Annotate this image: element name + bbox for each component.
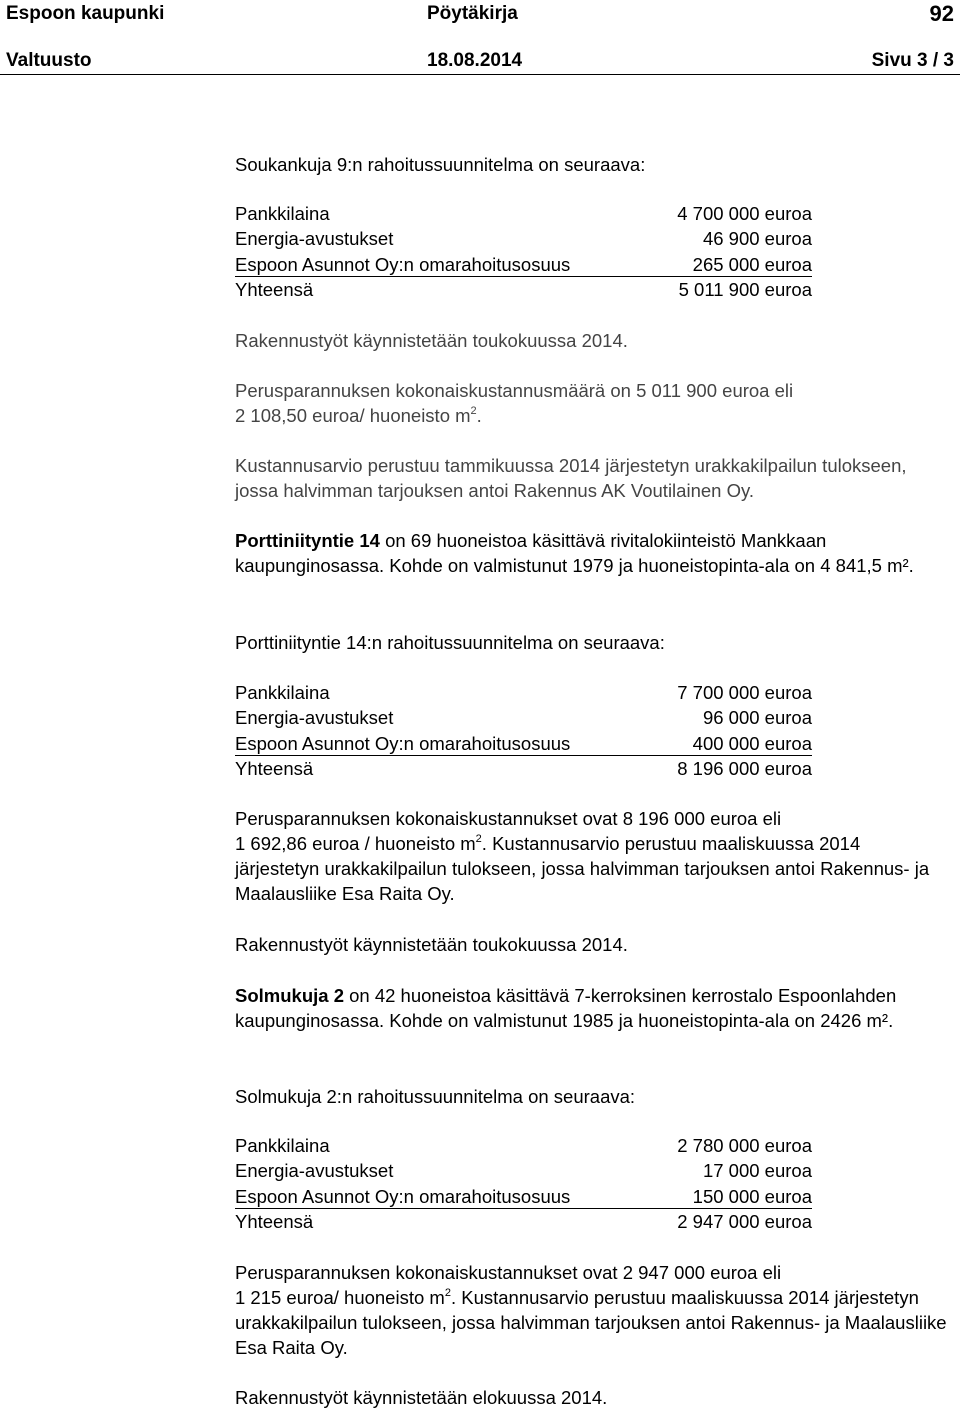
finance-row: Espoon Asunnot Oy:n omarahoitusosuus 400 000 euroa <box>235 731 812 756</box>
solmukuja-cost: Perusparannuksen kokonaiskustannukset ovat 2 947 000 euroa eli 1 215 euroa/ huoneisto $m^2$. Kustannusarvio perustuu maaliskuussa 2014 järjestetyn urakkakilpailun tulokseen, jossa halvimman tarjouksen antoi Rakennus- ja Maalausliike Esa Raita Oy. <box>235 1262 947 1358</box>
body-name: Valtuusto <box>6 50 92 71</box>
solmukuja-desc: Solmukuja 2 on 42 huoneistoa käsittävä 7-kerroksinen kerrostalo Espoonlahden kaupunginosassa. Kohde on valmistunut 1985 ja huoneistopinta-ala on 2426 m². <box>235 985 897 1031</box>
porttiniityntie-plan-intro: Porttiniityntie 14:n rahoitussuunnitelma on seuraava: <box>235 632 665 653</box>
finance-row: Espoon Asunnot Oy:n omarahoitusosuus 150 000 euroa <box>235 1184 812 1209</box>
soukankuja-plan-intro: Soukankuja 9:n rahoitussuunnitelma on seuraava: <box>235 154 646 175</box>
property-name: Porttiniityntie 14 <box>235 530 380 551</box>
meeting-date: 18.08.2014 <box>427 50 523 71</box>
doc-type: Pöytäkirja <box>427 3 518 24</box>
page-number: Sivu 3 / 3 <box>871 50 954 71</box>
finance-total-row: Yhteensä 8 196 000 euroa <box>235 757 812 779</box>
finance-row: Pankkilaina 7 700 000 euroa <box>235 682 812 703</box>
finance-total-row: Yhteensä 5 011 900 euroa <box>235 278 812 300</box>
item-number: 92 <box>929 1 954 26</box>
header-row-2 <box>0 48 960 74</box>
solmukuja-finance-table <box>235 1133 812 1234</box>
finance-row: Pankkilaina 2 780 000 euroa <box>235 1135 812 1156</box>
finance-row: Energia-avustukset 96 000 euroa <box>235 707 812 729</box>
soukankuja-estimate: Kustannusarvio perustuu tammikuussa 2014 järjestetyn urakkakilpailun tulokseen, jossa halvimman tarjouksen antoi Rakennus AK Voutilainen Oy. <box>235 455 907 501</box>
porttiniityntie-finance-table <box>235 680 812 781</box>
finance-row: Espoon Asunnot Oy:n omarahoitusosuus 265 000 euroa <box>235 252 812 277</box>
soukankuja-finance-table <box>235 201 812 302</box>
finance-row: Energia-avustukset 46 900 euroa <box>235 228 812 250</box>
finance-row: Energia-avustukset 17 000 euroa <box>235 1160 812 1182</box>
solmukuja-plan-intro: Solmukuja 2:n rahoitussuunnitelma on seuraava: <box>235 1086 636 1107</box>
porttiniityntie-start: Rakennustyöt käynnistetään toukokuussa 2014. <box>235 934 628 955</box>
finance-total-row: Yhteensä 2 947 000 euroa <box>235 1210 812 1232</box>
property-name: Solmukuja 2 <box>235 985 344 1006</box>
org-name: Espoon kaupunki <box>6 3 165 24</box>
header-divider <box>0 74 960 75</box>
porttiniityntie-cost: Perusparannuksen kokonaiskustannukset ovat 8 196 000 euroa eli 1 692,86 euroa / huoneisto $m^2$. Kustannusarvio perustuu maaliskuussa 2014 järjestetyn urakkakilpailun tulokseen, jossa halvimman tarjouksen antoi Rakennus- ja Maalausliike Esa Raita Oy. <box>235 808 930 904</box>
porttiniityntie-desc: Porttiniityntie 14 on 69 huoneistoa käsittävä rivitalokiinteistö Mankkaan kaupunginosassa. Kohde on valmistunut 1979 ja huoneistopinta-ala on 4 841,5 m². <box>235 530 914 576</box>
solmukuja-start: Rakennustyöt käynnistetään elokuussa 2014. <box>235 1387 608 1408</box>
finance-row: Pankkilaina 4 700 000 euroa <box>235 203 812 224</box>
soukankuja-cost: Perusparannuksen kokonaiskustannusmäärä on 5 011 900 euroa eli 2 108,50 euroa/ huoneisto $m^2$. <box>235 380 794 426</box>
header-row-1 <box>0 1 960 27</box>
soukankuja-start: Rakennustyöt käynnistetään toukokuussa 2014. <box>235 330 628 351</box>
